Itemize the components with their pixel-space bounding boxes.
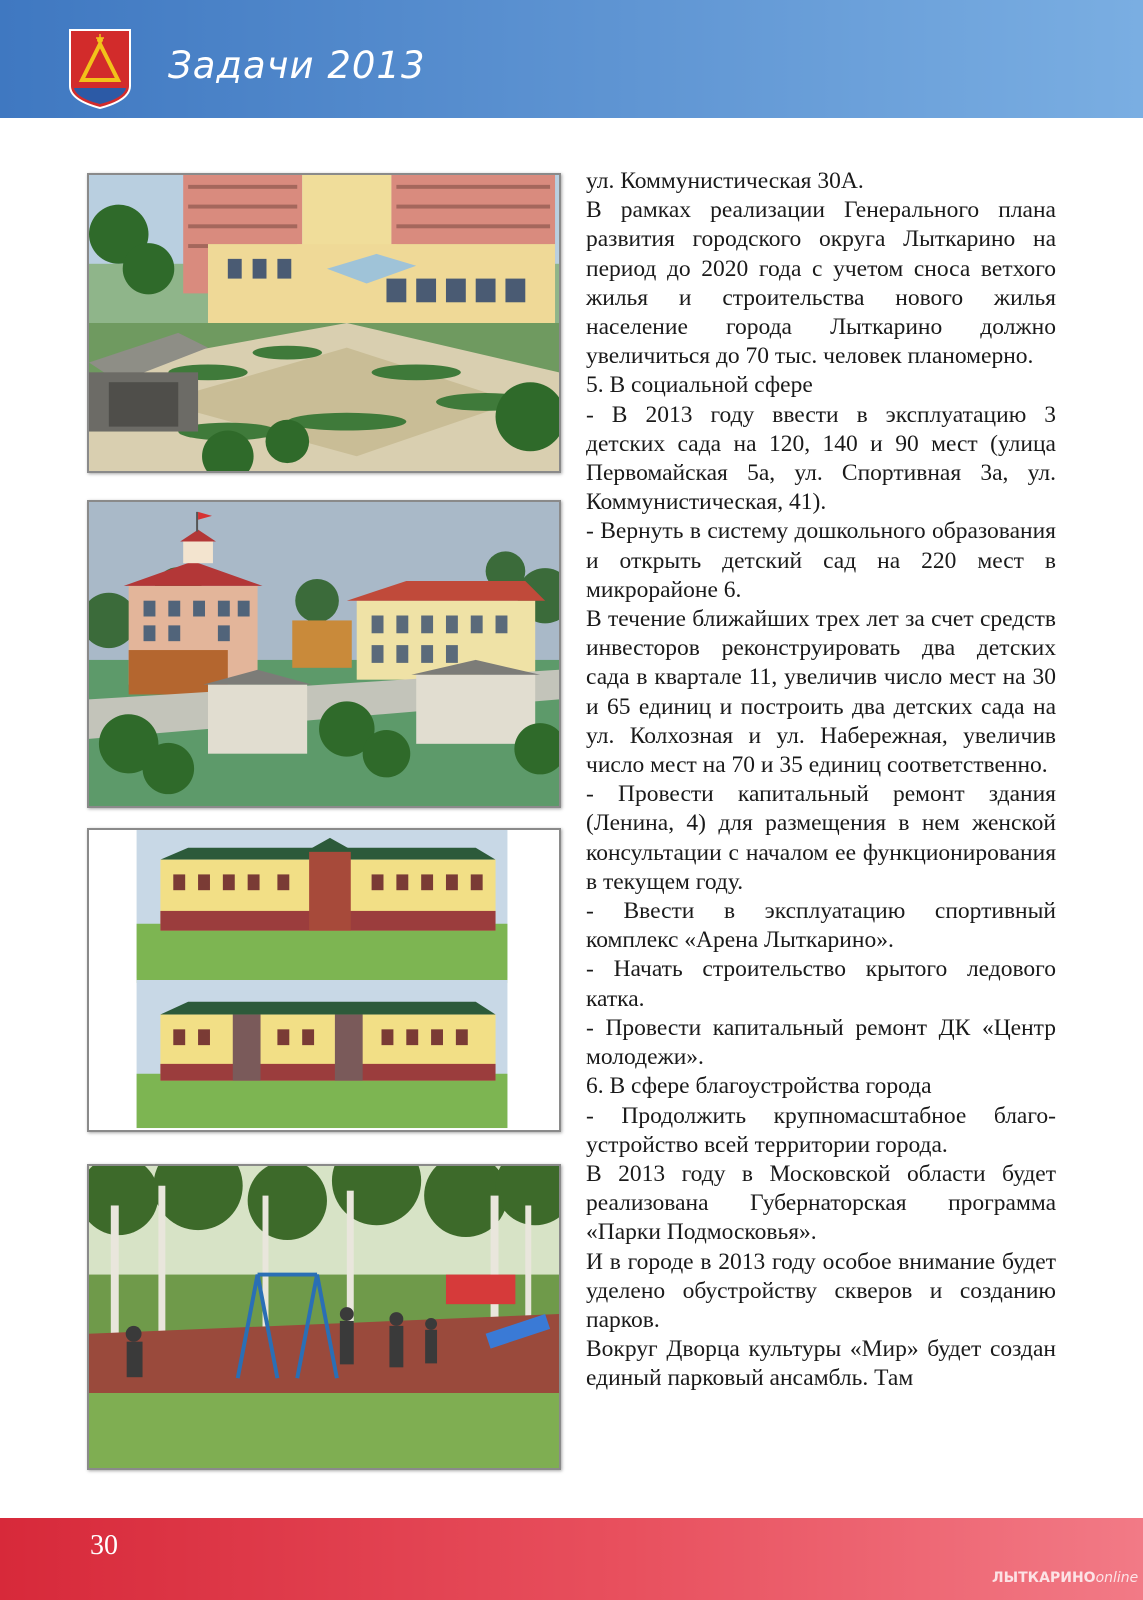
paragraph: ул. Коммунистическая 30А.	[586, 168, 864, 194]
paragraph: В 2013 году в Московской области будет реализована Губернаторская программа «Парки Подмосковья».	[586, 1160, 1056, 1246]
footer-band	[0, 1518, 1143, 1600]
section-heading-improvement: 6. В сфере благоустройства города	[586, 1073, 932, 1100]
playground-park-icon	[89, 1166, 559, 1468]
kindergarten-facades-icon	[89, 830, 559, 1130]
kindergarten-render-icon	[89, 502, 559, 806]
apartment-building-render-image	[87, 173, 561, 473]
city-coat-of-arms-icon	[68, 28, 132, 110]
page-section-title: Задачи 2013	[168, 44, 426, 87]
kindergarten-facades-image	[87, 828, 561, 1132]
body-text	[586, 167, 1056, 1394]
paragraph: - Начать строительство крытого ледового катка.	[586, 956, 1056, 1012]
paragraph: В течение ближайших трех лет за счет средств инвесторов реконструировать два детских сада в квартале 11, увеличив число мест на 30 и 65 единиц и построить два детских сада на ул. Колхозная и ул. Набережная, увеличив число мест на 70 и 35 единиц соответственно.	[586, 606, 1056, 779]
paragraph: - Провести капитальный ремонт ДК «Центр молодежи».	[586, 1014, 1056, 1071]
header-band	[0, 0, 1143, 118]
page-number: 30	[90, 1530, 118, 1561]
apartment-building-render-icon	[89, 175, 559, 471]
paragraph: В рамках реализации Генерального плана развития городского округа Лыткарино на период до 2020 года с учетом сноса ветхого жилья и строительства нового жилья население города Лыткарино должно увеличиться до 70 тыс. человек планомерно.	[586, 197, 1056, 370]
watermark-main: ЛЫТКАРИНО	[992, 1570, 1096, 1586]
section-heading-social: 5. В социальной сфере	[586, 372, 813, 399]
paragraph: - Вернуть в систему дошкольного образования и открыть детский сад на 220 мест в микрорайоне 6.	[586, 518, 1056, 603]
kindergarten-render-image	[87, 500, 561, 808]
watermark-accent: online	[1095, 1570, 1139, 1586]
paragraph: И в городе в 2013 году особое внимание будет уделено обустройству скверов и созданию парков.	[586, 1248, 1056, 1333]
paragraph: - Провести капитальный ремонт здания (Ленина, 4) для размещения в нем женской консультации с началом ее функционирования в текущем году.	[586, 781, 1056, 895]
paragraph: Вокруг Дворца культуры «Мир» будет создан единый парковый ансамбль. Там	[586, 1336, 1056, 1392]
paragraph: - Ввести в эксплуатацию спортивный комплекс «Арена Лыткарино».	[586, 898, 1056, 954]
playground-park-image	[87, 1164, 561, 1470]
paragraph: - В 2013 году ввести в эксплуатацию 3 детских сада на 120, 140 и 90 мест (улица Первомайская 5а, ул. Спортивная 3а, ул. Коммунистическая, 41).	[586, 401, 1056, 516]
site-watermark	[992, 1570, 1138, 1586]
paragraph: - Продолжить крупномасштабное благоустройство всей территории города.	[586, 1102, 1056, 1158]
